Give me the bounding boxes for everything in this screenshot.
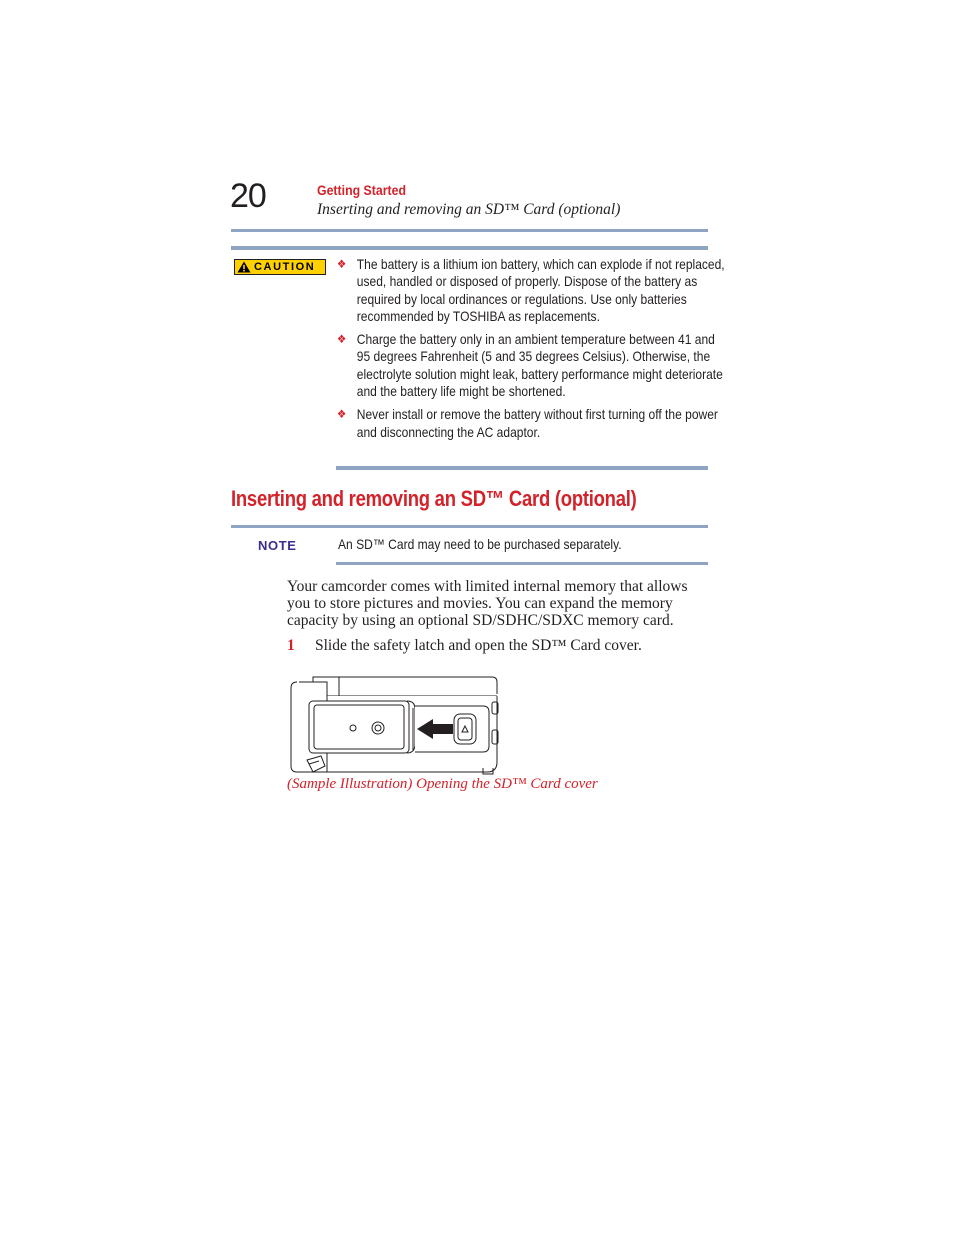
camcorder-illustration	[287, 674, 507, 781]
note-label: NOTE	[258, 538, 297, 553]
caution-top-rule	[231, 246, 708, 250]
warning-icon	[237, 261, 251, 273]
bullet-diamond-icon: ❖	[337, 407, 347, 422]
chapter-title: Getting Started	[317, 182, 406, 198]
caution-badge	[234, 259, 326, 275]
header-rule	[231, 229, 708, 232]
note-text: An SD™ Card may need to be purchased separately.	[338, 536, 622, 552]
body-paragraph: Your camcorder comes with limited internal memory that allows you to store pictures and movies. You can expand the memory capacity by using an optional SD/SDHC/SDXC memory card.	[287, 578, 688, 629]
caution-item-text: Charge the battery only in an ambient temperature between 41 and 95 degrees Fahrenheit (5 and 35 degrees Celsius). Otherwise, the electrolyte solution might leak, battery performance might deteriorate and the battery life might be shortened.	[356, 331, 723, 400]
figure-caption: (Sample Illustration) Opening the SD™ Card cover	[287, 776, 598, 792]
caution-item-text: The battery is a lithium ion battery, which can explode if not replaced, used, handled or disposed of properly. Dispose of the battery as required by local ordinances or regulations. Use only batteries recommended by TOSHIBA as replacements.	[356, 256, 725, 324]
bullet-diamond-icon: ❖	[337, 257, 347, 271]
caution-label: CAUTION	[254, 261, 316, 273]
caution-item	[337, 331, 728, 400]
caution-bottom-rule	[336, 466, 708, 470]
running-section-title: Inserting and removing an SD™ Card (optional)	[317, 201, 621, 218]
caution-list	[337, 256, 725, 447]
caution-item	[337, 256, 728, 325]
caution-item	[337, 406, 728, 441]
caution-item-text: Never install or remove the battery without first turning off the power and disconnecting the AC adaptor.	[356, 406, 718, 440]
step-number: 1	[287, 637, 295, 654]
note-top-rule	[231, 525, 708, 528]
note-bottom-rule	[336, 562, 708, 565]
section-heading: Inserting and removing an SD™ Card (optional)	[231, 486, 637, 511]
page-number: 20	[230, 177, 266, 215]
step-text: Slide the safety latch and open the SD™ Card cover.	[315, 637, 642, 654]
bullet-diamond-icon: ❖	[337, 332, 347, 347]
